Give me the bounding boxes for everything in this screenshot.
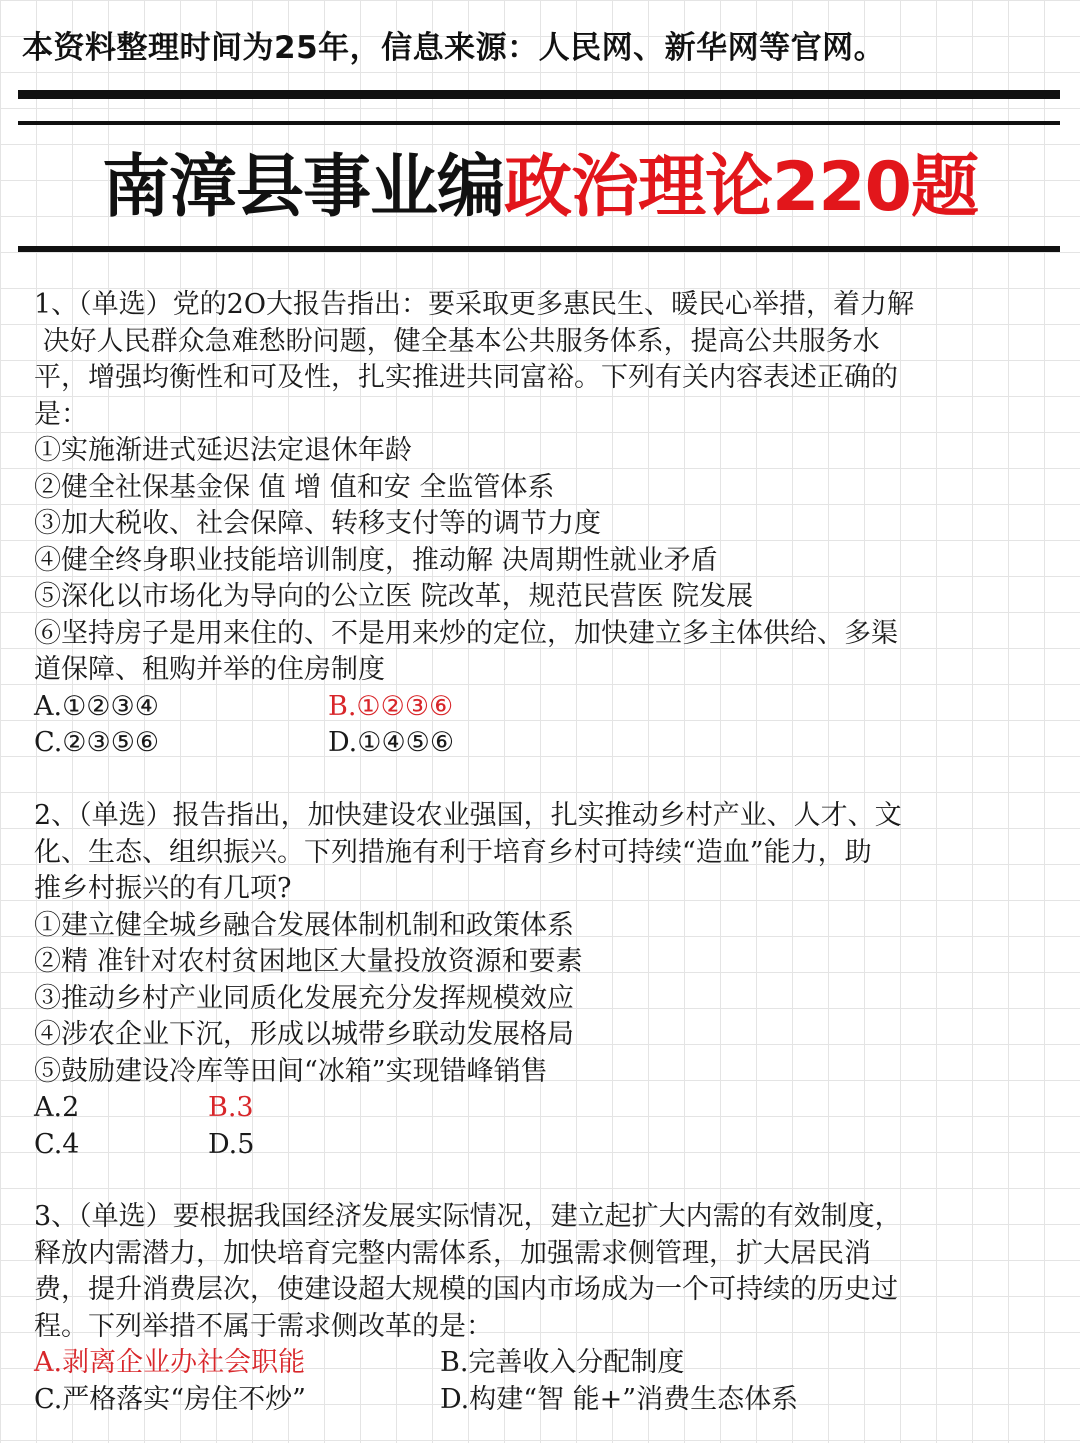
question-item: ⑥坚持房子是用来住的、不是用来炒的定位，加快建立多主体供给、多渠: [34, 617, 898, 649]
question-item: ④健全终身职业技能培训制度，推动解 决周期性就业矛盾: [34, 544, 718, 576]
question-item: ③加大税收、社会保障、转移支付等的调节力度: [34, 508, 601, 539]
option-a[interactable]: A.2: [34, 1092, 80, 1123]
question-item: ④涉农企业下沉，形成以城带乡联动发展格局: [34, 1019, 574, 1050]
divider-below-title: [18, 246, 1060, 252]
option-d[interactable]: D.①④⑤⑥: [328, 727, 455, 758]
option-b-correct[interactable]: B.①②③⑥: [328, 690, 454, 722]
question-item: ①实施渐进式延迟法定退休年龄: [34, 435, 412, 466]
header-notice: 本资料整理时间为25年，信息来源：人民网、新华网等官网。: [22, 30, 886, 66]
options-row: [34, 1127, 1044, 1164]
question-stem-line: 2、（单选）报告指出，加快建设农业强国，扎实推动乡村产业、人才、文: [34, 800, 902, 831]
option-a-correct[interactable]: A.剥离企业办社会职能: [34, 1347, 306, 1378]
options-row: [34, 689, 1044, 726]
question-stem-line: 3、（单选）要根据我国经济发展实际情况，建立起扩大内需的有效制度，: [34, 1201, 902, 1232]
question-stem-line: 推乡村振兴的有几项?: [34, 873, 292, 904]
options-row: [34, 1090, 1044, 1127]
option-b-correct[interactable]: B.3: [208, 1092, 254, 1123]
question-3: [34, 1199, 1044, 1418]
question-stem-line: 决好人民群众急难愁盼问题，健全基本公共服务体系，提高公共服务水: [34, 325, 880, 357]
question-item: ③推动乡村产业同质化发展充分发挥规模效应: [34, 982, 574, 1014]
question-stem-line: 平，增强均衡性和可及性，扎实推进共同富裕。下列有关内容表述正确的: [34, 362, 898, 393]
question-stem-line: 释放内需潜力，加快培育完整内需体系，加强需求侧管理，扩大居民消: [34, 1237, 871, 1269]
options-row: [34, 1345, 1044, 1382]
question-stem-line: 是：: [34, 398, 88, 430]
option-c[interactable]: C.4: [34, 1128, 80, 1160]
divider-thin: [18, 121, 1060, 125]
option-d[interactable]: D.5: [208, 1128, 255, 1160]
question-stem-line: 1、（单选）党的2O大报告指出：要采取更多惠民生、暖民心举措，着力解: [34, 289, 914, 320]
question-stem-line: 程。下列举措不属于需求侧改革的是：: [34, 1310, 493, 1342]
question-item: ⑤鼓励建设冷库等田间“冰箱”实现错峰销售: [34, 1055, 548, 1087]
question-stem-line: 化、生态、组织振兴。下列措施有利于培育乡村可持续“造血”能力，助: [34, 836, 872, 868]
options-row: [34, 1382, 1044, 1419]
question-item: ⑤深化以市场化为导向的公立医 院改革，规范民营医 院发展: [34, 581, 754, 612]
option-a[interactable]: A.①②③④: [34, 690, 159, 722]
title-red-part: 政治理论220题: [504, 148, 978, 227]
question-1: [34, 287, 1044, 762]
question-stem-line: 费，提升消费层次，使建设超大规模的国内市场成为一个可持续的历史过: [34, 1274, 898, 1305]
question-item: ①建立健全城乡融合发展体制机制和政策体系: [34, 909, 574, 941]
option-c[interactable]: C.②③⑤⑥: [34, 727, 160, 758]
title-black-part: 南漳县事业编: [102, 148, 505, 227]
question-2: [34, 798, 1044, 1163]
option-c[interactable]: C.严格落实“房住不炒”: [34, 1383, 306, 1415]
page-title: [0, 140, 1080, 236]
question-item: 道保障、租购并举的住房制度: [34, 654, 385, 685]
question-item: ②健全社保基金保 值 增 值和安 全监管体系: [34, 471, 555, 503]
option-b[interactable]: B.完善收入分配制度: [440, 1347, 685, 1378]
divider-thick: [18, 90, 1060, 99]
question-item: ②精 准针对农村贫困地区大量投放资源和要素: [34, 946, 583, 977]
option-d[interactable]: D.构建“智 能+”消费生态体系: [440, 1383, 799, 1415]
options-row: [34, 725, 1044, 762]
